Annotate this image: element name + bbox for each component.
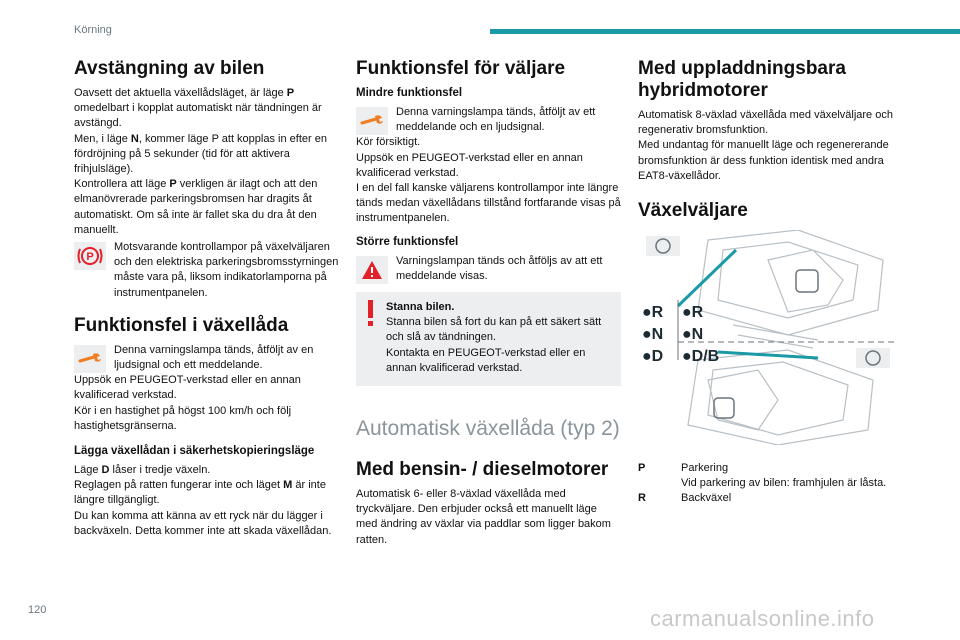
paragraph: Med undantag för manuellt läge och regenererande bromsfunktion är dess funktion identisk med andra EAT8-växellådor. [638,139,889,182]
paragraph: Oavsett det aktuella växellådsläget, är läge P omedelbart i kopplat automatiskt när tändningen är avstängd. [74,87,322,130]
section-header: Körning [74,24,112,36]
paragraph: Reglagen på ratten fungerar inte och läget M är inte längre tillgängligt. [74,479,326,507]
gearbox-fault-note: Denna varningslampa tänds, åtföljt av en ljudsignal och ett meddelande. [74,343,339,373]
paragraph: Uppsök en PEUGEOT-verkstad eller en annan kvalificerad verkstad. [74,374,301,402]
gear-legend [638,461,908,507]
major-fault-note: Varningslampan tänds och åtföljs av att ett meddelande visas. [356,254,621,284]
exclamation-icon [368,300,373,318]
paragraph: Du kan komma att känna av ett ryck när du lägger i backväxeln. Detta kommer inte att skada växellådan. [74,509,332,537]
paragraph: Kontrollera att läge P verkligen är ilagt och att den elmanövrerade parkeringsbromsen har dragits åt automatiskt. Om så inte är fallet ska du dra åt den manuellt. [74,178,318,236]
wrench-icon [356,107,388,135]
column-1 [74,58,339,539]
gear-labels-right: ●R ●N ●D/B [682,304,720,366]
header-accent-bar [490,29,960,34]
gear-labels-left: ●R ●N ●D [642,304,664,366]
heading-funktionsfel-vaxellada: Funktionsfel i växellåda [74,314,289,336]
column-3 [638,58,908,507]
subheading-storre: Större funktionsfel [356,235,459,248]
paragraph: Men, i läge N, kommer läge P att kopplas in efter en fördröjning på 5 sekunder (tid för att aktivera frihjulsläge). [74,132,327,176]
page-number: 120 [28,604,47,616]
heading-funktionsfel-valjare: Funktionsfel för väljare [356,58,566,79]
gear-selector-figure [638,230,908,445]
paragraph: Uppsök en PEUGEOT-verkstad eller en annan kvalificerad verkstad. [356,151,583,179]
svg-text:P: P [86,251,94,264]
paragraph: Kör försiktigt. [356,136,421,149]
heading-hybridmotorer: Med uppladdningsbara hybridmotorer [638,58,846,101]
heading-avstangning: Avstängning av bilen [74,58,265,79]
paragraph: Automatisk 8-växlad växellåda med växelväljare och regenerativ bromsfunktion. [638,109,893,137]
legend-row-p: P Parkering Vid parkering av bilen: framhjulen är låsta. [638,462,887,490]
heading-bensin-diesel: Med bensin- / dieselmotorer [356,459,609,481]
watermark: carmanualsonline.info [650,606,875,631]
minor-fault-note: Denna varningslampa tänds, åtföljt av ett meddelande och en ljudsignal. [356,105,621,135]
subheading-mindre: Mindre funktionsfel [356,87,463,99]
wrench-icon [74,345,106,373]
parking-brake-note: P Motsvarande kontrollampor på växelväljaren och den elektriska parkeringsbromsstyrningen måste vara på, liksom indikatorlamporna på instrumentpanelen. [74,240,339,301]
heading-automatisk-typ2: Automatisk växellåda (typ 2) [356,417,620,441]
warning-triangle-icon [356,256,388,284]
stop-warning-box: Stanna bilen. Stanna bilen så fort du kan på ett säkert sätt och slå av tändningen. Kontakta en PEUGEOT-verkstad eller en annan kvalificerad verkstad. [356,292,621,386]
column-2 [356,58,621,548]
parking-brake-warning-icon [74,242,106,270]
paragraph: Läge D låser i tredje växeln. [74,464,211,477]
subheading-sakerhetsläge: Lägga växellådan i säkerhetskopieringsläge [74,445,315,458]
paragraph: Automatisk 6- eller 8-växlad växellåda med tryckväljare. Den erbjuder också ett manuellt läge med ändring av växlar via paddlar som ligger bakom ratten. [356,488,611,546]
heading-vaxelvaljare: Växelväljare [638,200,748,222]
paragraph: Kör i en hastighet på högst 100 km/h och följ hastighetsgränserna. [74,404,292,432]
paragraph: I en del fall kanske väljarens kontrollampor inte längre tänds medan växellådans tillstånd fortfarande visas på instrumentpanelen. [356,182,621,225]
legend-row-r: R Backväxel [638,492,732,505]
